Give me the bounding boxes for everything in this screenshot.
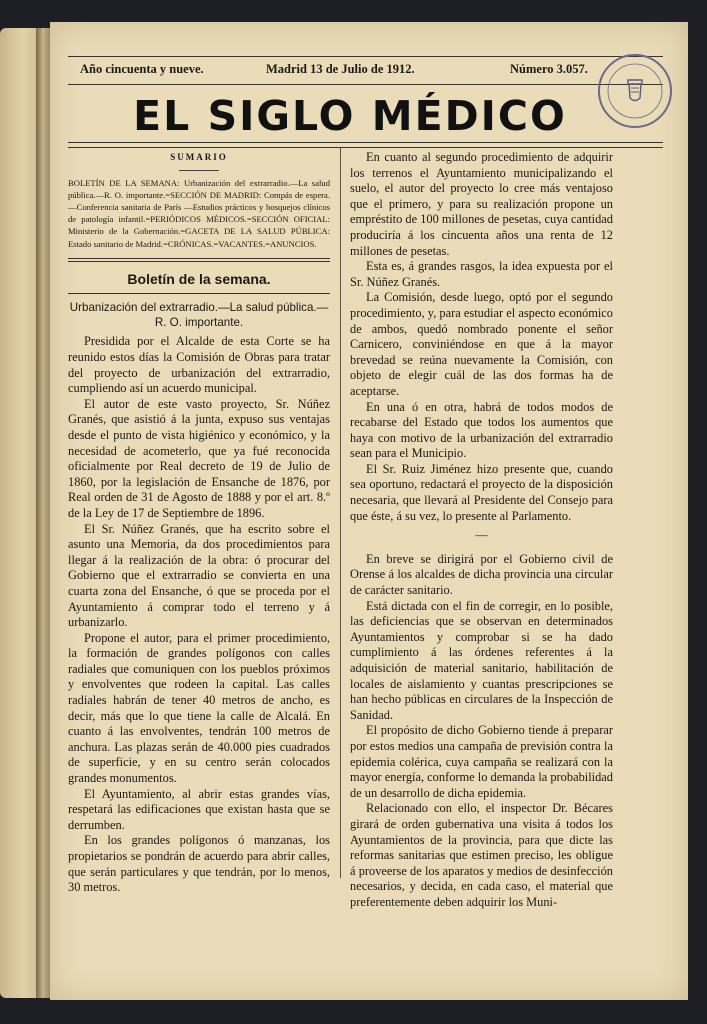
paragraph: Propone el autor, para el primer procedimiento, la formación de grandes polígonos con calles radiales que comuniquen con los pueblos próximos y envolventes que rodeen la capital. Las calles radiales habrán de tener 40 metros de ancho, es decir, más que lo que tiene la calle de Alcalá. En cuanto á las envolventes, tendrán 100 metros de anchura. Las plazas serán de 40.000 pies cuadrados de superficie, y en su centro serán colocados grandes monumentos. — [68, 630, 330, 786]
paragraph: El Ayuntamiento, al abrir estas grandes vías, respetará las edificaciones que existan hasta que se derrumben. — [68, 786, 330, 832]
masthead-number: Número 3.057. — [510, 62, 588, 76]
book-binding — [0, 28, 52, 998]
paragraph: Está dictada con el fin de corregir, en lo posible, las deficiencias que se observan en determinados Ayuntamientos y comprobar si se ha dado cumplimiento á las órdenes referentes á la adquisición de material sanitario, habilitación de locales de aislamiento y cuantas prescripciones se han hecho públicas en circulares de la Inspección de Sanidad. — [350, 598, 613, 722]
library-stamp — [598, 54, 672, 128]
paragraph: El autor de este vasto proyecto, Sr. Núñez Granés, que asistió á la junta, expuso sus ventajas desde el punto de vista higiénico y económico, y la necesidad de acometerlo, que ya fué reconocida oficialmente por Real decreto de 19 de Julio de 1860, por la legislación de Ensanche de 1876, por Real orden de 31 de Agosto de 1888 y por el art. 8.º de la Ley de 17 de Septiembre de 1896. — [68, 396, 330, 520]
title-rule — [68, 142, 663, 148]
masthead-info — [80, 62, 620, 82]
binding-edge — [36, 28, 42, 998]
paragraph: El Sr. Núñez Granés, que ha escrito sobre el asunto una Memoria, da dos procedimientos para llegar á la realización de la obra: ó procurar del Gobierno que el extrarradio se convierta en una cuarta zona del Ensanche, ó que se proceda por el Ayuntamiento á comprar todo el terreno y á urbanizarlo. — [68, 521, 330, 630]
newspaper-title: EL SIGLO MÉDICO — [133, 92, 567, 140]
paragraph: La Comisión, desde luego, optó por el segundo procedimiento, y, para estudiar el aspecto económico de ambos, quedó nombrado ponente el señor Carnicero, conviniéndose en que á la mayor brevedad se reúna nuevamente la Comisión, con objeto de elegir cuál de las dos formas ha de aceptarse. — [350, 290, 613, 398]
sumario-heading: SUMARIO — [170, 152, 228, 162]
section-rule — [68, 258, 330, 262]
sumario-text: BOLETÍN DE LA SEMANA: Urbanización del extrarradio.—La salud pública.—R. O. importante.=SECCIÓN DE MADRID: Compás de espera.—Conferencia sanitaria de París —Estudios prácticos y bosquejos clínicos de patología infantil.=PERIÓDICOS MÉDICOS.=SECCIÓN OFICIAL: Ministerio de la Gobernación.=GACETA DE LA SALUD PÚBLICA: Estado sanitario de Madrid.=CRÓNICAS.=VACANTES.=ANUNCIOS. — [68, 177, 330, 249]
paragraph: En una ó en otra, habrá de todos modos de recabarse del Estado que todos los aumentos que haya con motivo de la urbanización del extrarradio sean para el Municipio. — [350, 399, 613, 461]
boletin-rule — [68, 293, 330, 294]
masthead-year: Año cincuenta y nueve. — [80, 62, 204, 76]
paragraph: En breve se dirigirá por el Gobierno civil de Orense á los alcaldes de dicha provincia una circular de carácter sanitario. — [350, 551, 613, 598]
sumario-rule — [179, 170, 219, 171]
paragraph: Relacionado con ello, el inspector Dr. Bécares girará de orden gubernativa una visita á todos los Ayuntamientos de la provincia, para que dicte las reformas sanitarias que estimen preciso, les obligue á proveerse de los aparatos y medios de desinfección necesarios, y decida, en cada caso, el material que preferentemente deben adquirir los Muni- — [350, 801, 613, 909]
paragraph: El propósito de dicho Gobierno tiende á preparar por estos medios una campaña de previsión contra la epidemia colérica, cuya campaña se realizará con la mayor energía, conforme lo demanda la probabilidad de un desarrollo de dicha epidemia. — [350, 723, 613, 800]
paragraph: En los grandes polígonos ó manzanas, los propietarios se pondrán de acuerdo para abrir calles, que serán particulares y que tendrán, por lo menos, 30 metros. — [68, 833, 330, 895]
paragraph: Presidida por el Alcalde de esta Corte se ha reunido estos días la Comisión de Obras para tratar del proyecto de urbanización del extrarradio, cumpliendo así un acuerdo municipal. — [68, 334, 330, 396]
paragraph: El Sr. Ruiz Jiménez hizo presente que, cuando sea oportuno, redactará el proyecto de la disposición necesaria, que llevará al Presidente del Consejo para que éste, á su vez, lo presente al Parlamento. — [350, 461, 613, 523]
boletin-subheading: Urbanización del extrarradio.—La salud pública.— R. O. importante. — [69, 301, 329, 330]
boletin-heading: Boletín de la semana. — [127, 270, 271, 287]
paragraph: Esta es, á grandes rasgos, la idea expuesta por el Sr. Núñez Granés. — [350, 259, 613, 289]
right-column — [350, 150, 613, 911]
masthead-top-rule — [68, 56, 663, 57]
masthead-info-rule — [68, 84, 663, 85]
stamp-seal-icon — [600, 56, 670, 126]
separator-dash: — — [475, 528, 488, 543]
masthead-date: Madrid 13 de Julio de 1912. — [266, 62, 415, 76]
left-column — [68, 150, 330, 896]
column-divider — [340, 148, 341, 878]
paragraph: En cuanto al segundo procedimiento de adquirir los terrenos el Ayuntamiento municipalizando el suelo, el autor del proyecto lo cree más ventajoso que el primero, y para su realización propone un empréstito de 100 millones de pesetas, cuya cantidad produciría á los cincuenta años una renta de 12 millones de pesetas. — [350, 150, 613, 258]
